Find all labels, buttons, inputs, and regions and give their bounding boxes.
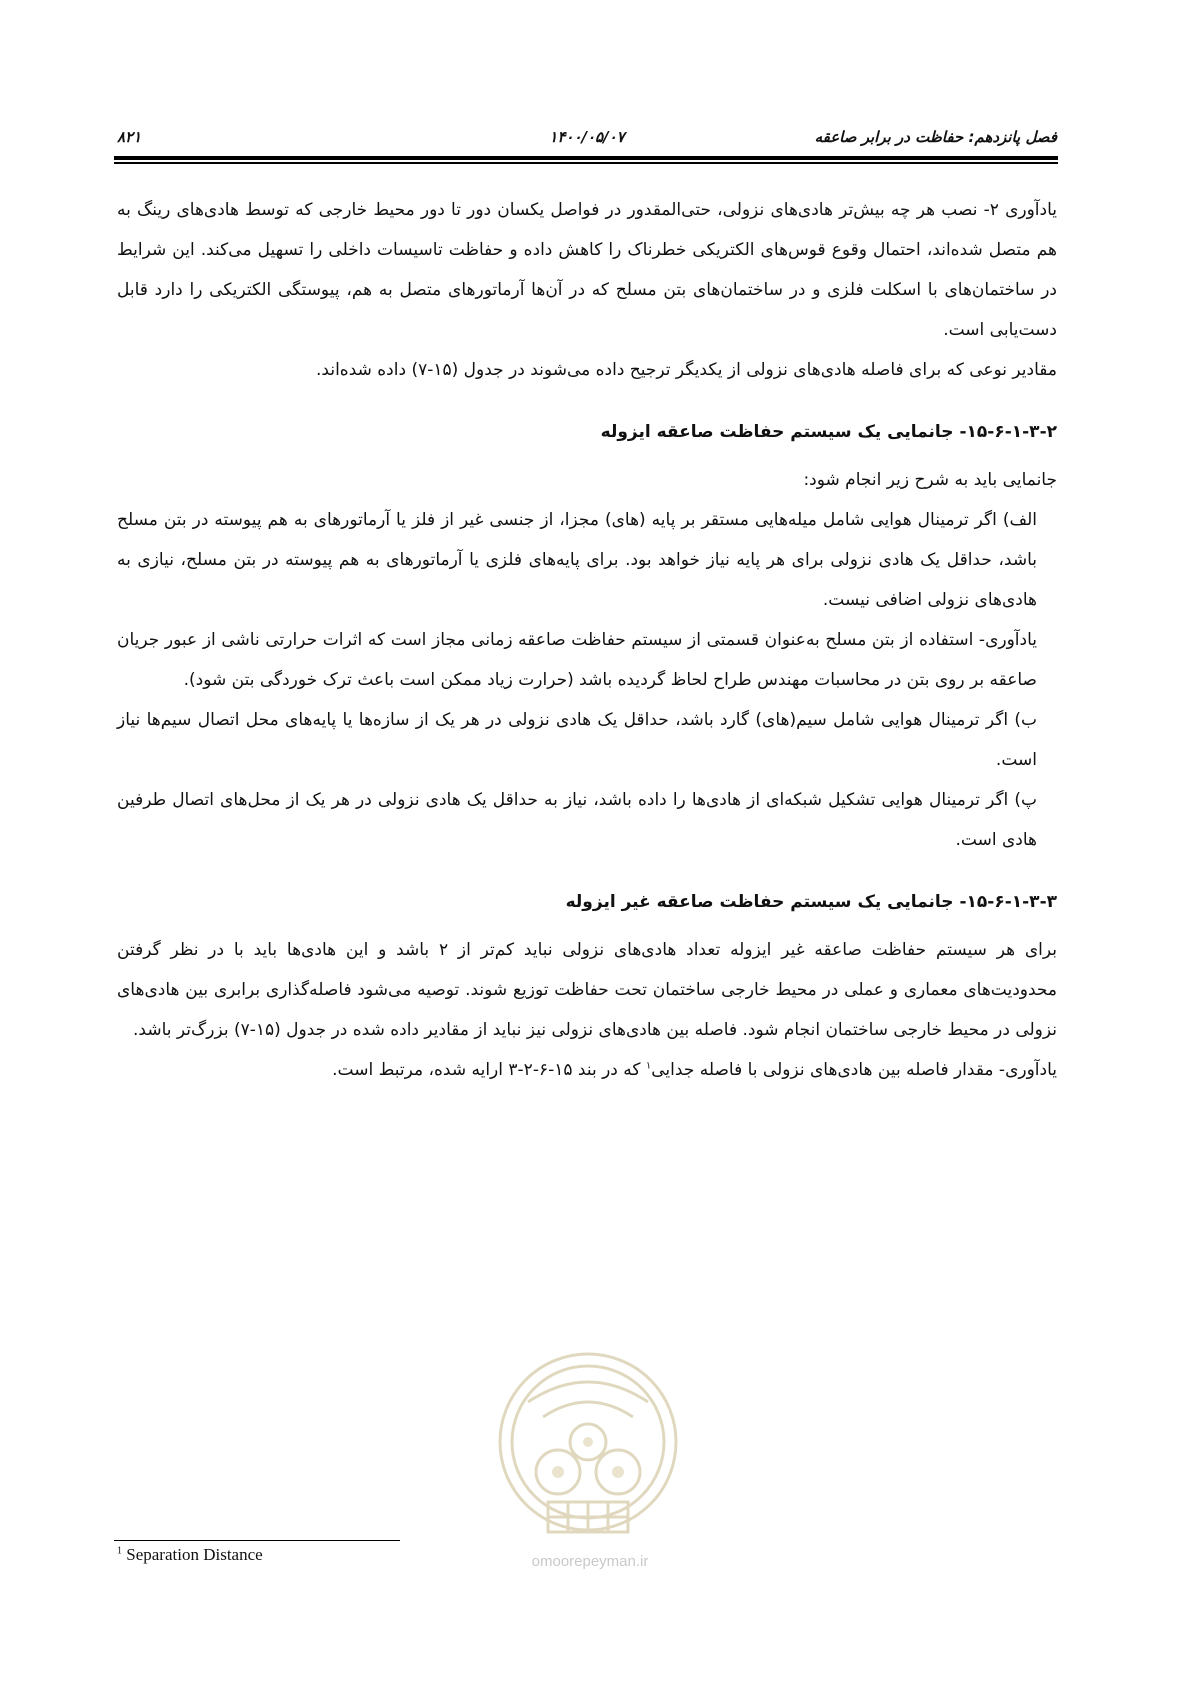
footnote-marker: 1: [117, 1545, 122, 1557]
footnote-text: Separation Distance: [126, 1545, 263, 1564]
paragraph-non-isolated: برای هر سیستم حفاظت صاعقه غیر ایزوله تعداد هادی‌های نزولی نباید کم‌تر از ۲ باشد و این هادی‌ها باید با در نظر گرفتن محدودیت‌های معماری و عملی در محیط خارجی ساختمان تحت حفاظت توزیع شوند. توصیه می‌شود فاصله‌گذاری برابری بین هادی‌های نزولی در محیط خارجی ساختمان انجام شود. فاصله بین هادی‌های نزولی نیز نباید از مقادیر داده شده در جدول (۱۵-۷) بزرگ‌تر باشد.: [117, 940, 1057, 1040]
footnote: [117, 1545, 263, 1565]
list-item-alef: الف) اگر ترمینال هوایی شامل میله‌هایی مستقر بر پایه (های) مجزا، از جنسی غیر از فلز یا آرماتورهای به هم پیوسته در بتن مسلح باشد، حداقل یک هادی نزولی برای هر پایه نیاز خواهد بود. برای پایه‌های فلزی یا آرماتورهای به هم پیوسته در بتن مسلح، نیازی به هادی‌های نزولی اضافی نیست.: [117, 510, 1037, 610]
chapter-title: فصل پانزدهم: حفاظت در برابر صاعقه: [814, 128, 1057, 146]
note-text-before: یادآوری- مقدار فاصله بین هادی‌های نزولی با فاصله جدایی: [651, 1060, 1057, 1080]
page-header: [117, 128, 1057, 154]
paragraph-typical-values: مقادیر نوعی که برای فاصله هادی‌های نزولی از یکدیگر ترجیح داده می‌شوند در جدول (۱۵-۷) داده شده‌اند.: [316, 360, 1057, 380]
header-date: ۱۴۰۰/۰۵/۰۷: [549, 128, 625, 146]
header-rule-thin: [114, 162, 1058, 164]
section-heading-non-isolated: ۱۵-۶-۱-۳-۳- جانمایی یک سیستم حفاظت صاعقه غیر ایزوله: [565, 892, 1057, 912]
list-item-note: یادآوری- استفاده از بتن مسلح به‌عنوان قسمتی از سیستم حفاظت صاعقه زمانی مجاز است که اثرات حرارتی ناشی از عبور جریان صاعقه بر روی بتن در محاسبات مهندس طراح لحاظ گردیده باشد (حرارت زیاد ممکن است باعث ترک خوردگی بتن شود).: [117, 630, 1037, 690]
paragraph-note-2: یادآوری ۲- نصب هر چه بیش‌تر هادی‌های نزولی، حتی‌المقدور در فواصل یکسان دور تا دور محیط خارجی که توسط هادی‌های رینگ به هم متصل شده‌اند، احتمال وقوع قوس‌های الکتریکی خطرناک را کاهش داده و حفاظت تاسیسات داخلی را تسهیل می‌کند. این شرایط در ساختمان‌های با اسکلت فلزی و در ساختمان‌های بتن مسلح که در آن‌ها آرماتورهای متصل به هم، پیوستگی الکتریکی را دارد قابل دست‌یابی است.: [117, 200, 1057, 340]
footnote-marker-ref: ۱: [645, 1060, 652, 1072]
paragraph-separation-note: [117, 1050, 1057, 1090]
list-item-be: ب) اگر ترمینال هوایی شامل سیم(های) گارد باشد، حداقل یک هادی نزولی در هر یک از سازه‌ها یا پایه‌های محل اتصال سیم‌ها نیاز است.: [117, 710, 1037, 770]
page-number: ۸۲۱: [117, 128, 142, 146]
paragraph-intro: جانمایی باید به شرح زیر انجام شود:: [803, 470, 1057, 490]
header-rule-thick: [114, 156, 1058, 160]
section-heading-isolated: ۱۵-۶-۱-۳-۲- جانمایی یک سیستم حفاظت صاعقه ایزوله: [600, 422, 1057, 442]
note-text-after: که در بند ۱۵-۶-۲-۳ ارایه شده، مرتبط است.: [332, 1060, 646, 1080]
omoorepeyman-logo-icon: [488, 1342, 688, 1582]
watermark-url: omoorepeyman.ir: [531, 1553, 649, 1570]
footnote-rule: [114, 1540, 400, 1541]
body-text: [117, 190, 1057, 1090]
list-item-pe: پ) اگر ترمینال هوایی تشکیل شبکه‌ای از هادی‌ها را داده باشد، نیاز به حداقل یک هادی نزولی در هر یک از محل‌های اتصال طرفین هادی است.: [117, 790, 1037, 850]
